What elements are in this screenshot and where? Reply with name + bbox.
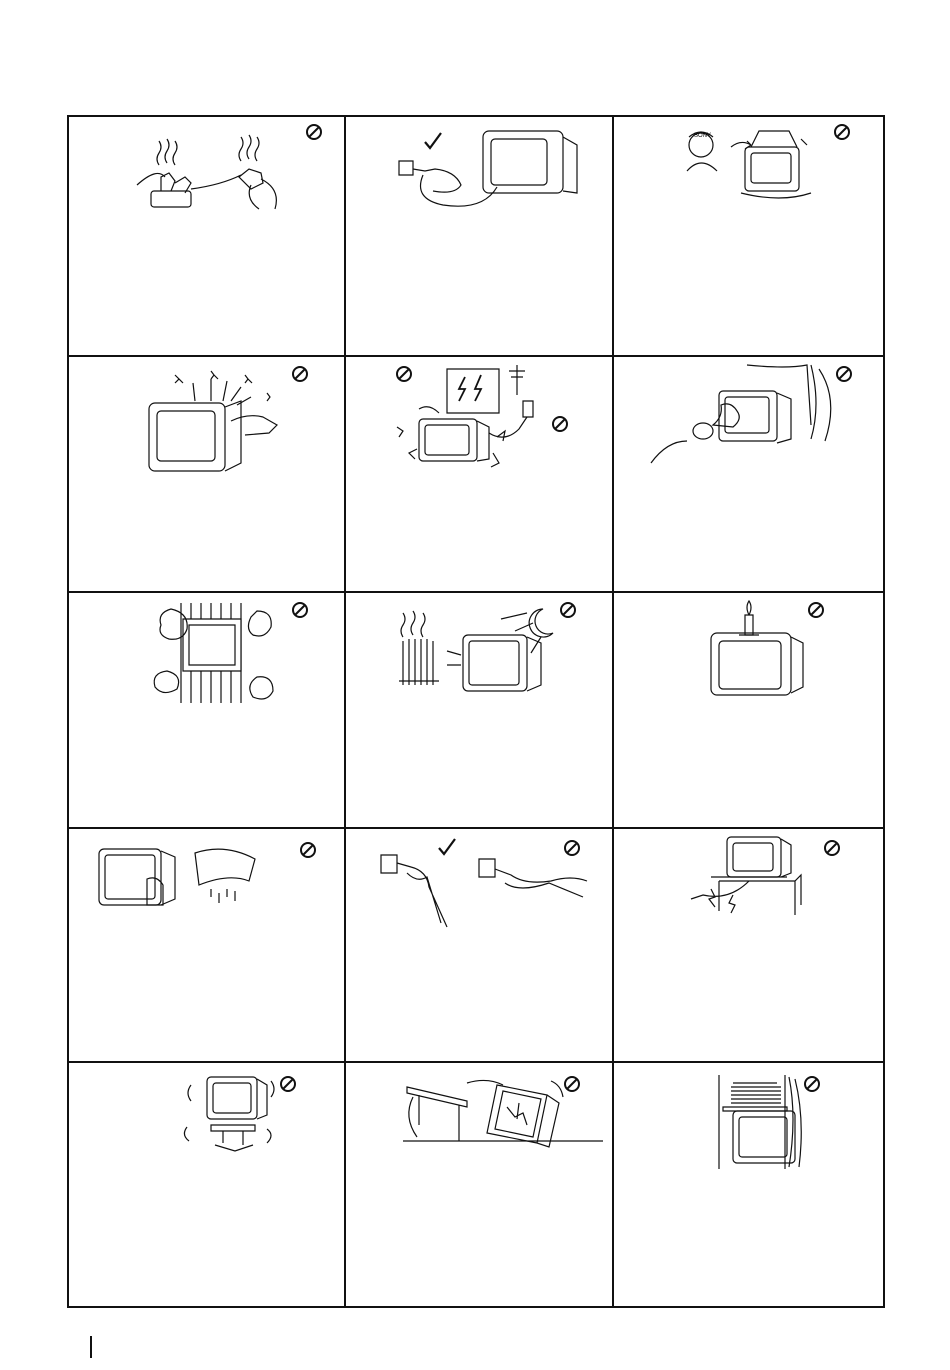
cell-no-wet-cleaning — [71, 829, 341, 1059]
prohibited-icon — [833, 123, 851, 141]
check-icon — [437, 837, 457, 857]
caption-no-heat-sources — [361, 723, 601, 813]
prohibited-icon — [279, 1075, 297, 1093]
lightning-storm-illustration — [347, 357, 617, 477]
overloaded-outlets-illustration — [71, 119, 341, 239]
prohibited-icon — [563, 1075, 581, 1093]
prohibited-icon — [807, 601, 825, 619]
caption-damaged-cord — [629, 959, 869, 1049]
prohibited-icon — [563, 839, 581, 857]
cell-no-objects-in-vents — [71, 357, 341, 587]
caption-unstable-stand — [85, 1193, 325, 1283]
prohibited-icon — [291, 601, 309, 619]
items-on-top-illustration — [615, 1063, 885, 1183]
prohibited-icon — [559, 601, 577, 619]
caption-tipping-cart — [361, 1193, 601, 1283]
prohibited-icon — [299, 841, 317, 859]
prohibited-icon — [835, 365, 853, 383]
caption-no-moisture-steam — [629, 487, 869, 577]
caption-plug-handling — [361, 959, 601, 1049]
cell-tipping-cart — [347, 1063, 617, 1293]
caption-no-wet-cleaning — [85, 959, 325, 1049]
cell-unstable-stand — [71, 1063, 341, 1293]
pull-plug-illustration — [347, 119, 617, 239]
caption-no-candles-on-top — [629, 723, 869, 813]
cell-lightning-storm — [347, 357, 617, 587]
cell-no-heat-sources — [347, 593, 617, 823]
cell-no-blocked-ventilation — [71, 593, 341, 823]
prohibited-icon — [803, 1075, 821, 1093]
cell-no-items-on-top — [615, 1063, 885, 1293]
cell-no-candles-on-top — [615, 593, 885, 823]
caption-no-items-on-top — [629, 1193, 869, 1283]
prohibited-icon — [305, 123, 323, 141]
cap-label: SONY — [694, 133, 712, 139]
caption-no-self-repair — [629, 249, 869, 339]
column-divider-1 — [344, 117, 346, 1306]
caption-no-objects-in-vents — [85, 487, 325, 577]
prohibited-icon — [823, 839, 841, 857]
cell-no-moisture-steam — [615, 357, 885, 587]
cell-no-self-repair — [615, 119, 885, 349]
damaged-cord-illustration — [615, 829, 885, 949]
caption-no-blocked-ventilation — [85, 723, 325, 813]
caption-lightning-storm — [361, 487, 601, 577]
safety-sheet — [67, 115, 885, 1308]
footer-bar — [90, 1336, 92, 1358]
caption-pull-plug-by-head — [361, 249, 601, 339]
prohibited-icon — [291, 365, 309, 383]
prohibited-icon — [551, 415, 569, 433]
caption-overloaded-outlets — [85, 249, 325, 339]
prohibited-icon — [395, 365, 413, 383]
check-icon — [423, 131, 443, 151]
cell-overloaded-outlets — [71, 119, 341, 349]
candle-on-top-illustration — [615, 593, 885, 713]
cell-damaged-cord — [615, 829, 885, 1059]
cell-pull-plug-by-head — [347, 119, 617, 349]
unstable-stand-illustration — [71, 1063, 341, 1183]
cell-plug-handling — [347, 829, 617, 1059]
